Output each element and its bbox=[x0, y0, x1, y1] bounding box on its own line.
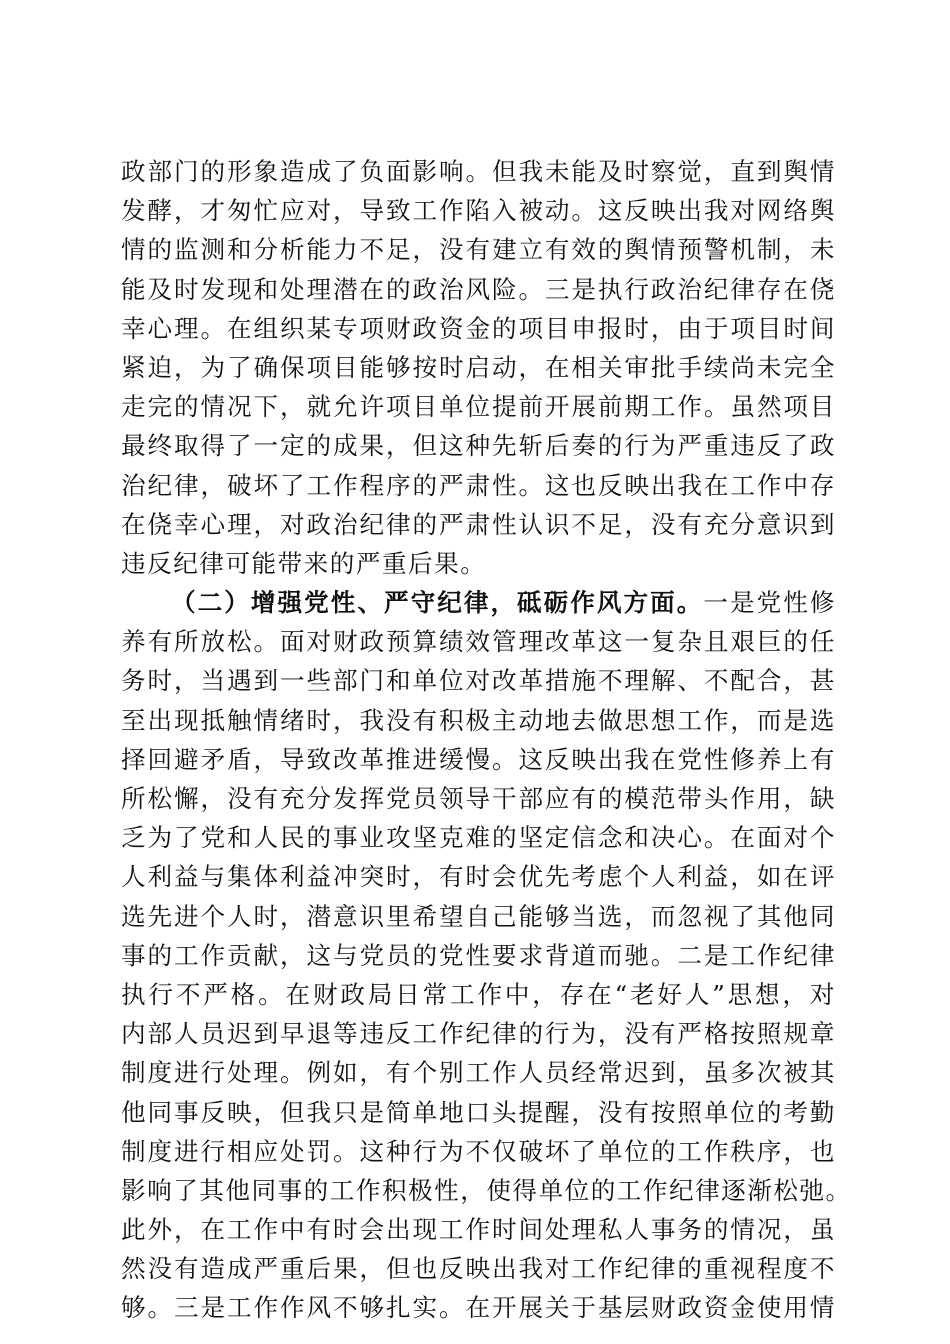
text-line: 养有所放松。面对财政预算绩效管理改革这一复杂且艰巨的任 bbox=[121, 627, 836, 657]
paragraph-party-spirit bbox=[121, 583, 852, 1328]
text-line: 事的工作贡献，这与党员的党性要求背道而驰。二是工作纪律 bbox=[121, 940, 836, 970]
text-line: 发酵，才匆忙应对，导致工作陷入被动。这反映出我对网络舆 bbox=[121, 196, 836, 226]
section-first-line bbox=[121, 583, 836, 622]
text-line: 制度进行相应处罚。这种行为不仅破坏了单位的工作秩序，也 bbox=[121, 1136, 836, 1166]
text-line: 内部人员迟到早退等违反工作纪律的行为，没有严格按照规章 bbox=[121, 1019, 836, 1049]
text-line: 影响了其他同事的工作积极性，使得单位的工作纪律逐渐松弛。 bbox=[121, 1175, 852, 1205]
text-line: 够。三是工作作风不够扎实。在开展关于基层财政资金使用情 bbox=[121, 1293, 836, 1323]
text-line: 然没有造成严重后果，但也反映出我对工作纪律的重视程度不 bbox=[121, 1254, 836, 1284]
text-line: 至出现抵触情绪时，我没有积极主动地去做思想工作，而是选 bbox=[121, 705, 836, 735]
text-line: 择回避矛盾，导致改革推进缓慢。这反映出我在党性修养上有 bbox=[121, 744, 836, 774]
text-line: 制度进行处理。例如，有个别工作人员经常迟到，虽多次被其 bbox=[121, 1058, 836, 1088]
section-first-line-text: 一是党性修 bbox=[703, 588, 836, 618]
text-line: 幸心理。在组织某专项财政资金的项目申报时，由于项目时间 bbox=[121, 313, 836, 343]
text-line: 务时，当遇到一些部门和单位对改革措施不理解、不配合，甚 bbox=[121, 666, 836, 696]
text-line: 政部门的形象造成了负面影响。但我未能及时察觉，直到舆情 bbox=[121, 157, 836, 186]
paragraph-political-discipline bbox=[121, 152, 836, 583]
text-line: 乏为了党和人民的事业攻坚克难的坚定信念和决心。在面对个 bbox=[121, 823, 836, 853]
text-line: 最终取得了一定的成果，但这种先斩后奏的行为严重违反了政 bbox=[121, 431, 836, 461]
document-page bbox=[121, 152, 852, 1328]
text-line: 所松懈，没有充分发挥党员领导干部应有的模范带头作用，缺 bbox=[121, 784, 836, 813]
text-line: 他同事反映，但我只是简单地口头提醒，没有按照单位的考勤 bbox=[121, 1097, 836, 1127]
text-line: 此外，在工作中有时会出现工作时间处理私人事务的情况，虽 bbox=[121, 1215, 836, 1245]
text-line: 紧迫，为了确保项目能够按时启动，在相关审批手续尚未完全 bbox=[121, 352, 836, 382]
text-line: 走完的情况下，就允许项目单位提前开展前期工作。虽然项目 bbox=[121, 392, 836, 422]
text-line: 违反纪律可能带来的严重后果。 bbox=[121, 548, 487, 578]
text-line: 情的监测和分析能力不足，没有建立有效的舆情预警机制，未 bbox=[121, 235, 836, 265]
text-line: 能及时发现和处理潜在的政治风险。三是执行政治纪律存在侥 bbox=[121, 274, 836, 304]
text-line: 在侥幸心理，对政治纪律的严肃性认识不足，没有充分意识到 bbox=[121, 509, 836, 539]
text-line: 选先进个人时，潜意识里希望自己能够当选，而忽视了其他同 bbox=[121, 901, 836, 931]
text-line: 人利益与集体利益冲突时，有时会优先考虑个人利益，如在评 bbox=[121, 862, 836, 892]
text-line: 执行不严格。在财政局日常工作中，存在“老好人”思想，对 bbox=[121, 979, 836, 1009]
text-line: 治纪律，破坏了工作程序的严肃性。这也反映出我在工作中存 bbox=[121, 470, 836, 500]
section-heading: （二）增强党性、严守纪律，砥砺作风方面。 bbox=[171, 588, 704, 618]
